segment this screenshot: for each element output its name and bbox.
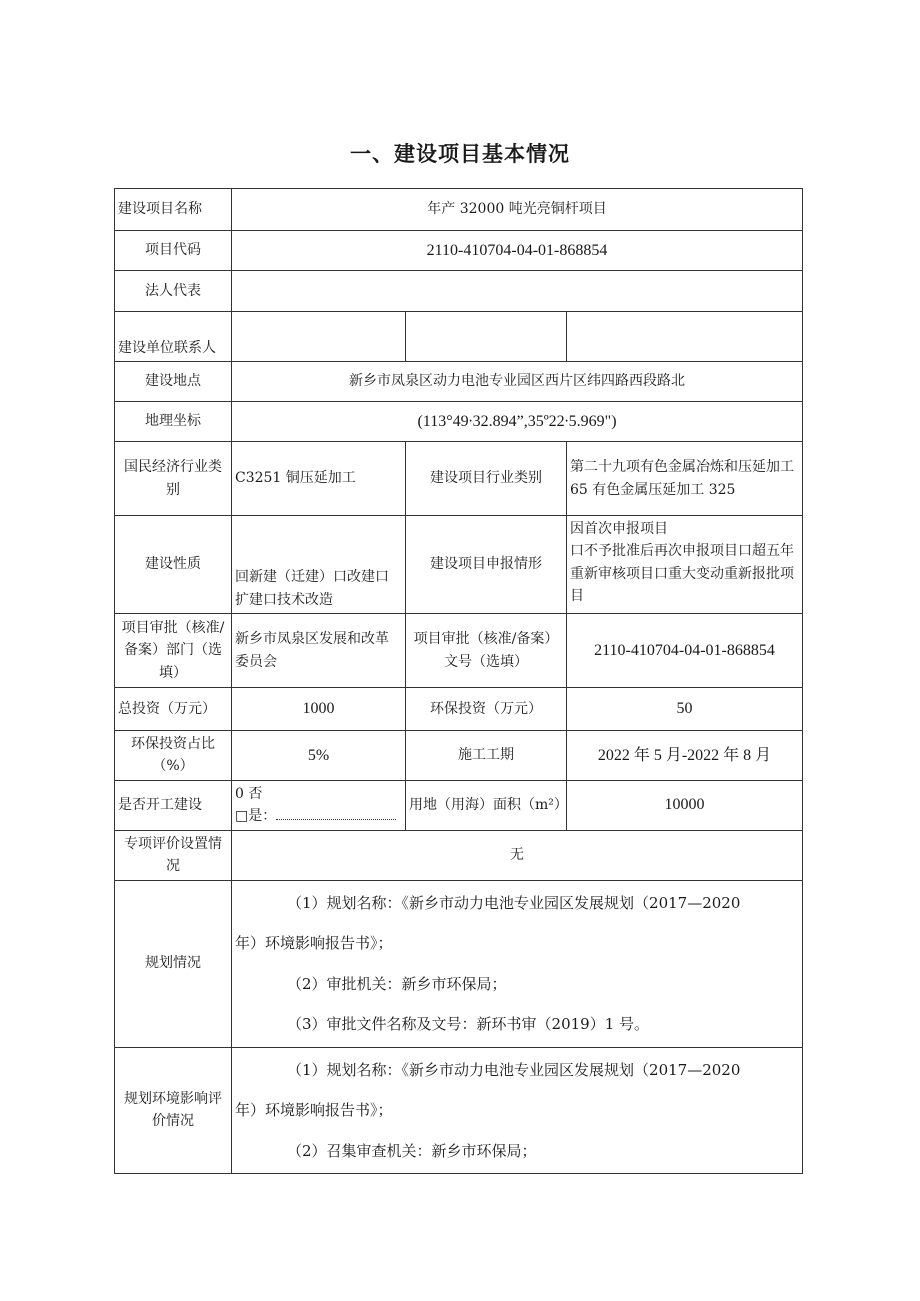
label-special-eval: 专项评价设置情况 [115,830,232,880]
declare-case-line2: 口不予批准后再次申报项目口超五年重新审核项目口重大变动重新报批项目 [570,543,794,605]
value-planning [232,880,803,1047]
row-planning-eia [115,1047,803,1174]
label-project-code: 项目代码 [115,231,232,271]
value-land-area: 10000 [567,780,803,830]
row-project-name [115,189,803,231]
option-yes: □是： [235,808,277,825]
row-legal-rep [115,271,803,312]
label-construction-period: 施工工期 [406,731,567,781]
row-project-code [115,231,803,271]
option-yes-line [235,805,402,827]
planning-eia-item-1: （1）规划名称：《新乡市动力电池专业园区发展规划（2017—2020 [287,1060,741,1079]
value-construction-period: 2022 年 5 月-2022 年 8 月 [567,731,803,781]
value-industry: C3251 铜压延加工 [232,442,406,516]
value-project-code: 2110-410704-04-01-868854 [232,231,803,271]
label-project-name: 建设项目名称 [115,189,232,231]
value-location: 新乡市凤泉区动力电池专业园区西片区纬四路西段路北 [232,362,803,402]
declare-case-line1: 因首次申报项目 [570,521,668,537]
value-nature: 回新建（迁建）口改建口扩建口技术改造 [232,516,406,614]
row-investment [115,688,803,731]
label-industry: 国民经济行业类别 [115,442,232,516]
value-planning-eia [232,1047,803,1174]
planning-item-1: （1）规划名称：《新乡市动力电池专业园区发展规划（2017—2020 [287,893,741,912]
label-location: 建设地点 [115,362,232,402]
value-total-investment: 1000 [232,688,406,731]
planning-eia-item-2: （2）召集审查机关：新乡市环保局； [287,1141,537,1160]
value-contact-phone [406,312,567,362]
row-approval [115,614,803,688]
row-special-eval [115,830,803,880]
value-coordinates: (113°49∙32.894”,35º22∙5.969") [232,402,803,442]
option-no: 0 否 [235,785,263,802]
label-approval-no: 项目审批（核准/备案）文号（选填） [406,614,567,688]
label-nature: 建设性质 [115,516,232,614]
value-approval-dept: 新乡市凤泉区发展和改革委员会 [232,614,406,688]
label-total-investment: 总投资（万元） [115,688,232,731]
project-info-table [114,188,803,1174]
value-contact-name [232,312,406,362]
page-title: 一、建设项目基本情况 [350,142,570,166]
value-declare-case [567,516,803,614]
value-contact-extra [567,312,803,362]
label-coordinates: 地理坐标 [115,402,232,442]
row-contact [115,312,803,362]
planning-item-2: （2）审批机关：新乡市环保局； [287,974,507,993]
value-project-industry: 第二十九项有色金属冶炼和压延加工 65 有色金属压延加工 325 [567,442,803,516]
label-env-investment: 环保投资（万元） [406,688,567,731]
planning-item-3: （3）审批文件名称及文号：新环书审（2019）1 号。 [287,1015,650,1034]
value-project-name: 年产 32000 吨光亮铜杆项目 [232,189,803,231]
label-planning: 规划情况 [115,880,232,1047]
label-legal-rep: 法人代表 [115,271,232,312]
label-approval-dept: 项目审批（核准/备案）部门（选填） [115,614,232,688]
value-legal-rep [232,271,803,312]
row-location [115,362,803,402]
row-started [115,780,803,830]
label-project-industry: 建设项目行业类别 [406,442,567,516]
label-contact: 建设单位联系人 [115,312,232,362]
value-env-investment: 50 [567,688,803,731]
label-env-ratio: 环保投资占比（%） [115,731,232,781]
label-started: 是否开工建设 [115,780,232,830]
planning-item-1-cont: 年）环境影响报告书》； [235,934,393,953]
row-planning [115,880,803,1047]
value-env-ratio: 5% [232,731,406,781]
label-planning-eia: 规划环境影响评价情况 [115,1047,232,1174]
row-ratio [115,731,803,781]
row-coordinates [115,402,803,442]
value-approval-no: 2110-410704-04-01-868854 [567,614,803,688]
label-land-area: 用地（用海）面积（m²） [406,780,567,830]
row-industry [115,442,803,516]
row-nature [115,516,803,614]
planning-eia-item-1-cont: 年）环境影响报告书》； [235,1101,393,1120]
label-declare-case: 建设项目申报情形 [406,516,567,614]
value-special-eval: 无 [232,830,803,880]
fill-blank [276,807,396,820]
value-started [232,780,406,830]
